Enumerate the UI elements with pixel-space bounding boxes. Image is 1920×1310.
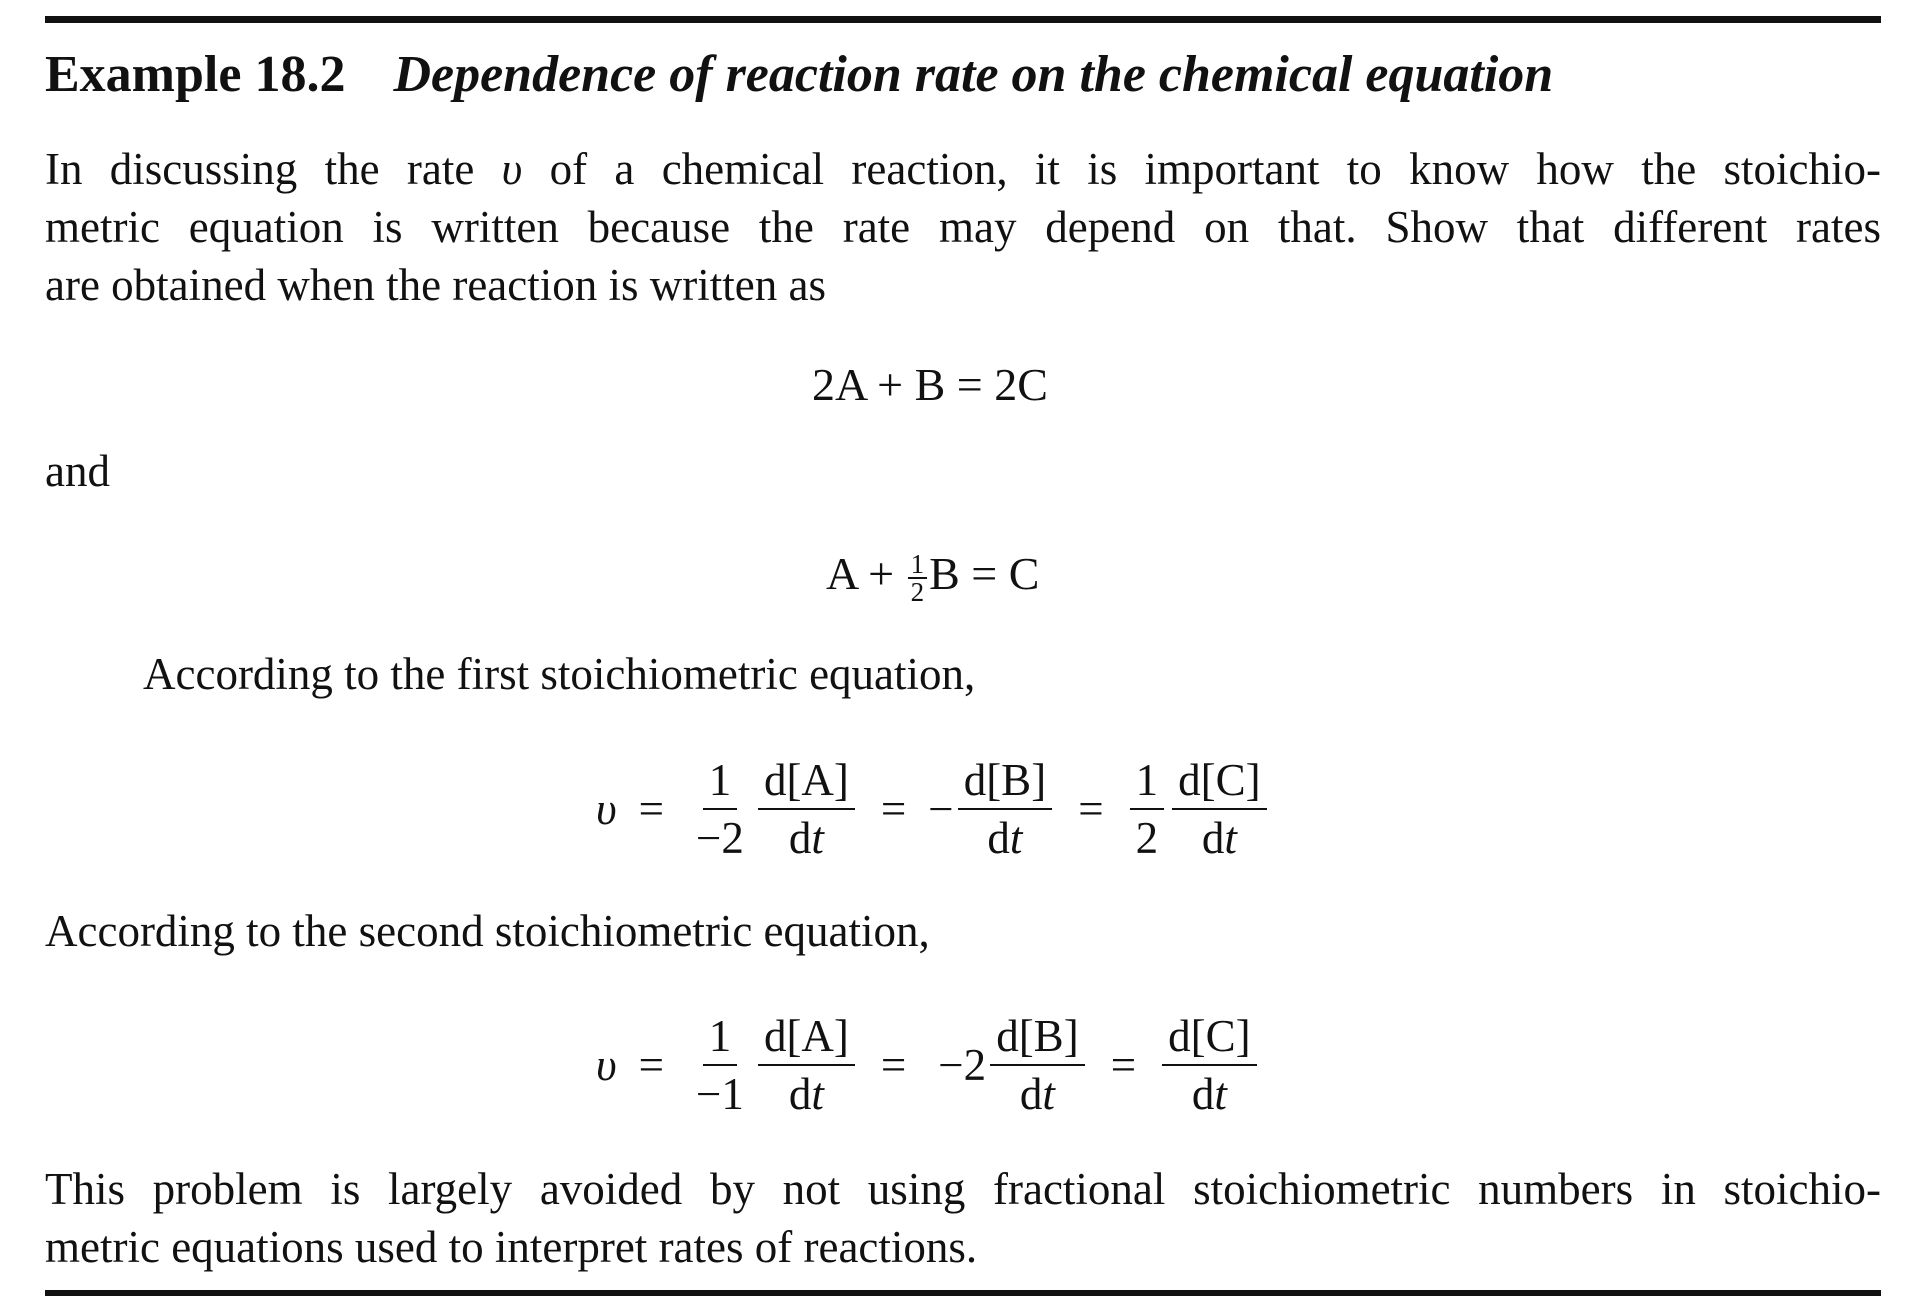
coef-a-denominator: −2	[696, 813, 744, 863]
first-equation-heading: According to the first stoichiometric equation,	[143, 649, 976, 699]
reaction2-left: A +	[826, 548, 895, 599]
coef-fraction-a	[690, 752, 750, 866]
half-denominator: 2	[910, 577, 925, 608]
derivative-b	[958, 752, 1053, 866]
intro-line-1-start: In discussing the rate	[45, 144, 475, 194]
equals-sign: =	[638, 1040, 665, 1090]
d-symbol: d	[1201, 813, 1225, 863]
coef-c-numerator: 1	[1130, 752, 1165, 810]
t-symbol: t	[1214, 1069, 1227, 1119]
coef-c-denominator: 2	[1135, 813, 1159, 863]
rate-v: υ	[596, 784, 617, 834]
coef-a-numerator: 1	[703, 752, 738, 810]
derivative-b	[990, 1008, 1085, 1122]
derivative-c-numerator: d[C]	[1172, 752, 1267, 810]
d-symbol: d	[1191, 1069, 1215, 1119]
rate-v: υ	[596, 1040, 617, 1090]
coefficient-minus-two: −2	[938, 1040, 987, 1090]
equals-sign: =	[1110, 1040, 1137, 1090]
example-number: Example 18.2	[45, 46, 346, 103]
rate-equation-2	[596, 1008, 1261, 1122]
derivative-a-numerator: d[A]	[758, 752, 855, 810]
bottom-rule	[45, 1290, 1881, 1296]
intro-line-1-rest: of a chemical reaction, it is important to know how the stoichio-	[549, 144, 1881, 194]
conclusion-paragraph	[45, 1160, 1881, 1276]
half-fraction	[908, 549, 928, 608]
rate-equation-1	[596, 752, 1271, 866]
conclusion-line-1: This problem is largely avoided by not using fractional stoichiometric numbers in stoichio-	[45, 1164, 1881, 1214]
intro-line-3: are obtained when the reaction is written as	[45, 260, 826, 310]
derivative-a-denominator	[783, 810, 830, 866]
derivative-c	[1162, 1008, 1257, 1122]
derivative-c-numerator: d[C]	[1162, 1008, 1257, 1066]
top-rule	[45, 16, 1881, 23]
derivative-c-denominator	[1196, 810, 1243, 866]
derivative-c	[1172, 752, 1267, 866]
coef-a-denominator: −1	[696, 1069, 744, 1119]
rate-symbol: υ	[501, 144, 523, 194]
d-symbol: d	[987, 813, 1010, 863]
reaction-equation-2	[826, 544, 1040, 608]
derivative-c-denominator	[1186, 1066, 1233, 1122]
derivative-b-numerator: d[B]	[990, 1008, 1085, 1066]
coef-fraction-c	[1130, 752, 1165, 866]
conclusion-line-2: metric equations used to interpret rates of reactions.	[45, 1222, 978, 1272]
t-symbol: t	[811, 1069, 824, 1119]
d-symbol: d	[788, 813, 812, 863]
derivative-a	[758, 1008, 855, 1122]
intro-paragraph	[45, 140, 1881, 314]
derivative-b-denominator	[981, 810, 1028, 866]
second-equation-heading: According to the second stoichiometric equation,	[45, 906, 930, 956]
d-symbol: d	[1019, 1069, 1043, 1119]
intro-line-2: metric equation is written because the rate may depend on that. Show that different rates	[45, 202, 1881, 252]
reaction-equation-1: 2A + B = 2C	[812, 359, 1048, 410]
half-numerator: 1	[908, 551, 928, 579]
equals-sign: =	[880, 1040, 907, 1090]
reaction2-right: B = C	[929, 548, 1040, 599]
intro-line-1	[45, 140, 1881, 198]
equals-sign: =	[1078, 784, 1104, 834]
d-symbol: d	[788, 1069, 812, 1119]
equals-sign: =	[638, 784, 665, 834]
connector-and: and	[45, 446, 110, 496]
equals-sign: =	[880, 784, 907, 834]
derivative-a	[758, 752, 855, 866]
derivative-a-denominator	[783, 1066, 830, 1122]
t-symbol: t	[1009, 813, 1023, 863]
minus-sign: −	[928, 784, 954, 834]
coef-a-numerator: 1	[703, 1008, 738, 1066]
t-symbol: t	[811, 813, 824, 863]
derivative-b-denominator	[1014, 1066, 1061, 1122]
t-symbol: t	[1042, 1069, 1055, 1119]
t-symbol: t	[1224, 813, 1237, 863]
example-title: Dependence of reaction rate on the chemical equation	[393, 46, 1554, 103]
derivative-a-numerator: d[A]	[758, 1008, 855, 1066]
coef-fraction-a	[690, 1008, 750, 1122]
example-heading	[45, 40, 1553, 110]
derivative-b-numerator: d[B]	[958, 752, 1053, 810]
